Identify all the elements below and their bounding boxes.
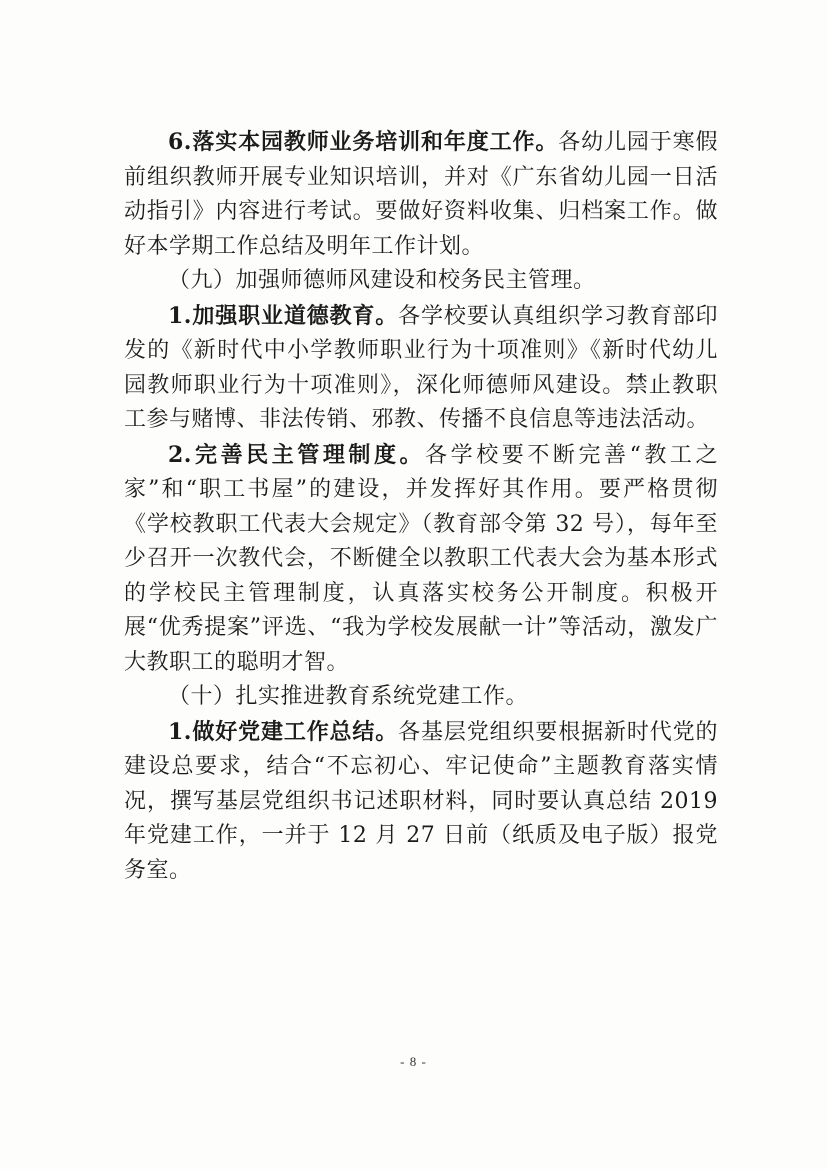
paragraph-ethics-education (124, 299, 718, 438)
paragraph-text: 各学校要认真组织学习教育部印发的《新时代中小学教师职业行为十项准则》《新时代幼儿园教师职业行为十项准则》，深化师德师风建设。禁止教职工参与赌博、非法传销、邪教、传播不良信息等违法活动。 (124, 303, 718, 432)
paragraph-lead: 6.落实本园教师业务培训和年度工作。 (168, 129, 559, 155)
paragraph-lead: 2.完善民主管理制度。 (168, 441, 426, 468)
paragraph-lead: 1.加强职业道德教育。 (168, 302, 399, 329)
section-heading-10: （十）扎实推进教育系统党建工作。 (168, 684, 529, 709)
paragraph-text: 各幼儿园于寒假前组织教师开展专业知识培训，并对《广东省幼儿园一日活动指引》内容进行考试。要做好资料收集、归档案工作。做好本学期工作总结及明年工作计划。 (124, 130, 718, 259)
paragraph-democratic-management (124, 438, 718, 681)
document-body (124, 125, 718, 888)
paragraph-text: 各学校要不断完善“教工之家”和“职工书屋”的建设，并发挥好其作用。要严格贯彻《学校教职工代表大会规定》（教育部令第 32 号），每年至少召开一次教代会，不断健全以教职工代表大会为基本形式的学校民主管理制度，认真落实校务公开制度。积极开展“优秀提案”评选、“我为学校发展献一计”等活动，激发广大教职工的聪明才智。 (124, 442, 718, 675)
paragraph-kindergarten-training (124, 125, 718, 264)
paragraph-lead: 1.做好党建工作总结。 (168, 718, 399, 745)
page-number: - 8 - (400, 1054, 427, 1069)
section-heading-9: （九）加强师德师风建设和校务民主管理。 (168, 268, 596, 293)
paragraph-party-summary (124, 715, 718, 889)
paragraph-text: 各基层党组织要根据新时代党的建设总要求，结合“不忘初心、牢记使命”主题教育落实情况，撰写基层党组织书记述职材料，同时要认真总结 2019 年党建工作，一并于 12 月 27 日前（纸质及电子版）报党务室。 (124, 719, 718, 883)
